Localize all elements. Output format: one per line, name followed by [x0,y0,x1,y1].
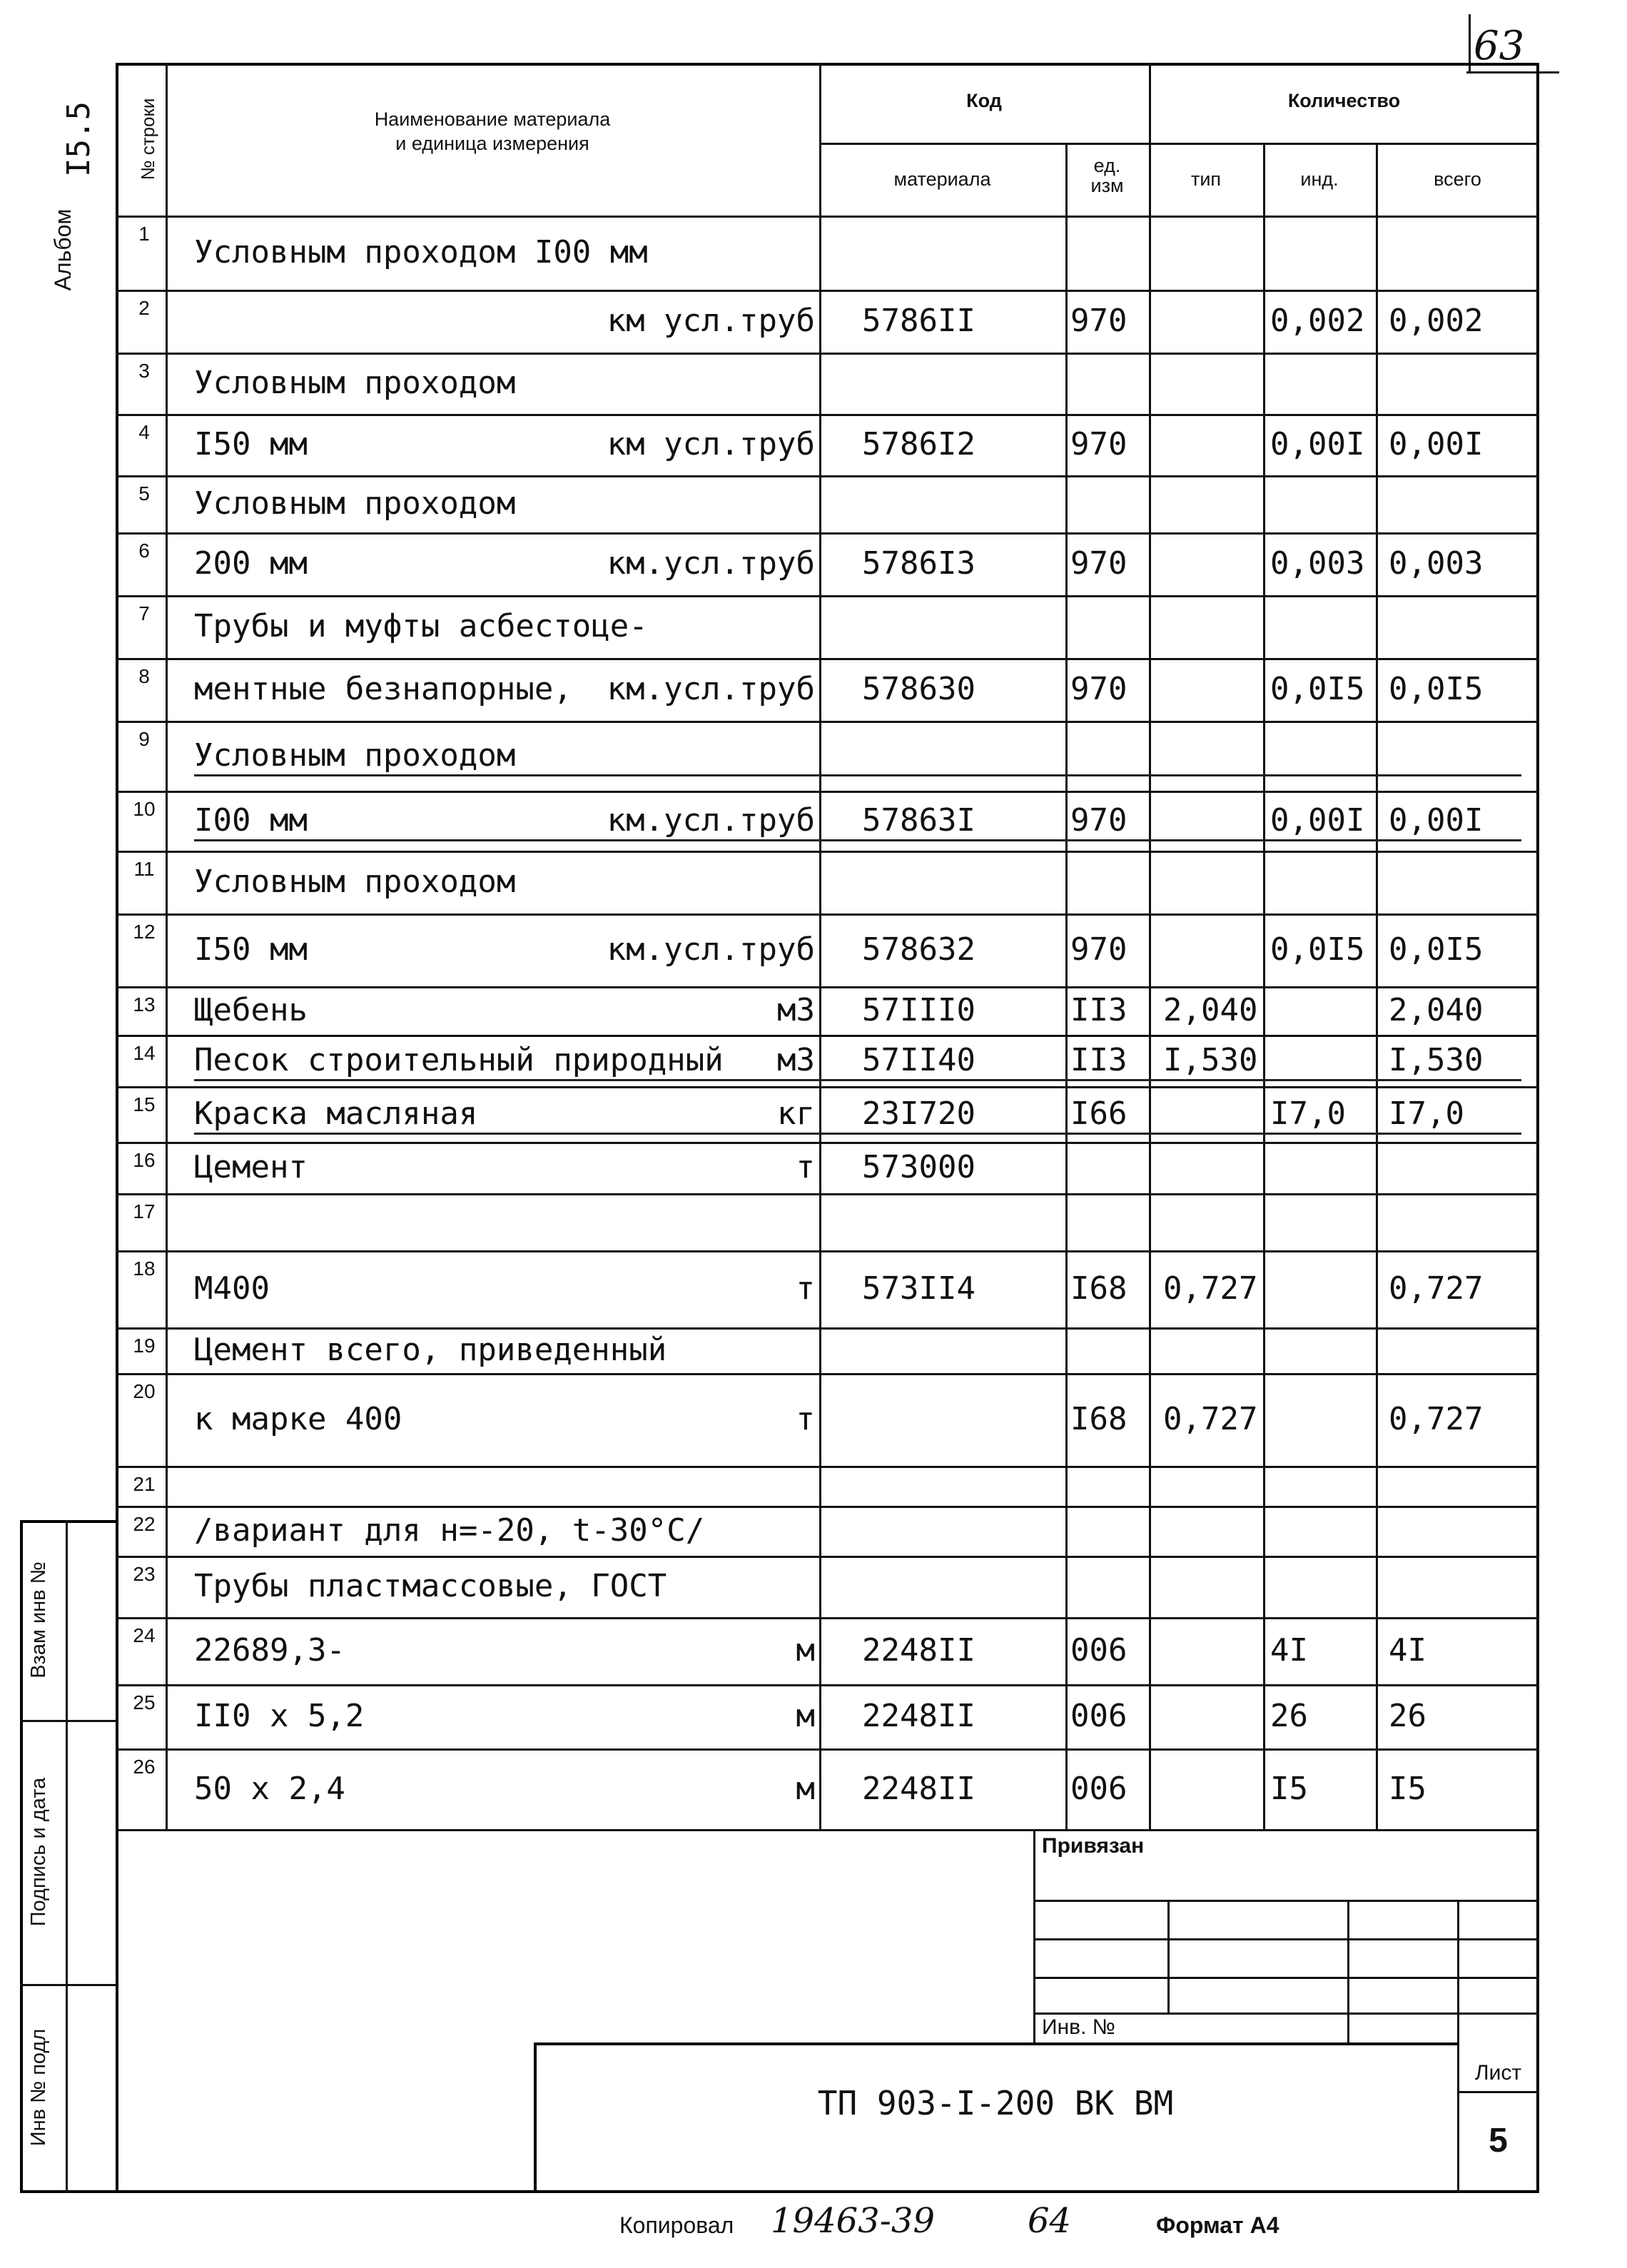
row-separator [116,658,1539,660]
row-number: 11 [133,858,155,880]
row-number: 24 [133,1624,156,1646]
row-separator [116,1086,1539,1088]
row-name-text: М400 [194,1270,270,1307]
row-separator [116,1373,1539,1375]
row-name-text: к марке 400 [194,1401,402,1437]
row-number: 18 [133,1257,156,1280]
row-qty-type: 0,727 [1163,1270,1258,1307]
row-number: 25 [133,1691,156,1713]
album-label: Альбом [50,208,76,291]
row-number: 22 [133,1513,156,1535]
tb-line-b [1033,1938,1539,1940]
row-separator [116,595,1539,597]
row-qty-total: 0,727 [1389,1401,1484,1437]
side-stamp-inv-podl: Инв № подл [27,2028,50,2147]
row-unit-code: I66 [1070,1095,1127,1132]
row-name-text: ментные безнапорные, [194,671,572,707]
row-qty-total: 0,0I5 [1389,931,1484,968]
header-code-group: Код [966,90,1002,111]
header-qty-total: всего [1434,168,1481,190]
row-separator [116,353,1539,355]
tb-sheet-label: Лист [1474,2061,1522,2085]
row-unit-text: км.усл.труб [607,802,815,839]
row-qty-type: I,530 [1163,1042,1258,1078]
row-separator [116,851,1539,853]
row-number: 13 [133,993,156,1016]
row-name-text: I50 мм [194,426,308,462]
row-unit-code: 970 [1070,931,1127,968]
row-separator [116,475,1539,477]
row-number: 20 [133,1380,156,1402]
row-unit-code: 006 [1070,1632,1127,1669]
row-unit-code: 970 [1070,545,1127,582]
row-unit-code: 970 [1070,426,1127,462]
tb-designation: ТП 903-I-200 ВК ВМ [817,2084,1174,2122]
col-line-name [819,63,821,1829]
row-qty-total: 0,002 [1389,303,1484,339]
row-name-text: Трубы и муфты асбестоце- [194,608,648,644]
row-qty-total: I5 [1389,1771,1426,1807]
row-name-text: Условным проходом I00 мм [194,234,648,270]
row-qty-type: 2,040 [1163,992,1258,1028]
row-material-code: 57III0 [862,992,975,1028]
row-unit-code: 970 [1070,802,1127,839]
row-qty-total: 26 [1389,1698,1426,1734]
row-unit-code: I68 [1070,1270,1127,1307]
tb-line-left [1033,1829,1035,2043]
row-unit-code: 970 [1070,671,1127,707]
row-separator [116,986,1539,988]
row-number: 2 [138,297,150,319]
row-unit-text: т [796,1270,815,1307]
header-name-col: Наименование материала и единица измерения [374,108,611,154]
album-number: I5.5 [61,101,97,177]
row-qty-type: 0,727 [1163,1401,1258,1437]
row-separator [116,1748,1539,1751]
page-number-mark: 63 [1474,23,1525,69]
tb-col-2 [1347,1900,1349,2042]
row-qty-ind: 0,003 [1270,545,1365,582]
row-name-text: /вариант для н=-20, t-30°С/ [194,1512,705,1549]
row-separator [116,1556,1539,1558]
row-number: 12 [133,921,156,943]
row-qty-ind: 26 [1270,1698,1308,1734]
row-separator [116,1327,1539,1330]
row-material-code: 5786I3 [862,545,975,582]
row-name-text: 200 мм [194,545,308,582]
row-unit-text: км.усл.труб [607,671,815,707]
row-unit-text: т [796,1149,815,1185]
row-separator [116,1466,1539,1468]
row-unit-text: м3 [777,992,815,1028]
row-unit-code: I68 [1070,1401,1127,1437]
row-number: 5 [138,482,150,505]
row-name-text: Щебень [194,992,308,1028]
row-qty-ind: 0,002 [1270,303,1365,339]
header-subline [819,143,1539,145]
row-name-text: Условным проходом [194,485,516,522]
row-material-code: 578630 [862,671,975,707]
row-qty-ind: 4I [1270,1632,1308,1669]
row-qty-total: 0,727 [1389,1270,1484,1307]
row-material-code: 5786II [862,303,975,339]
header-qty-group: Количество [1287,90,1401,111]
row-separator [116,1617,1539,1619]
row-unit-text: км усл.труб [607,426,815,462]
header-row-no: № строки [137,98,158,181]
row-name-text: Цемент всего, приведенный [194,1332,667,1368]
side-stamp-divider [66,1520,68,2193]
row-unit-text: т [796,1401,815,1437]
tb-col-3 [1457,1900,1459,2042]
row-number: 1 [138,223,150,245]
tb-sheet-line [1457,2091,1539,2093]
row-underline [194,1133,1521,1135]
tb-sheet-number: 5 [1489,2122,1508,2160]
row-material-code: 2248II [862,1632,975,1669]
row-qty-total: 4I [1389,1632,1426,1669]
row-unit-text: м [796,1771,815,1807]
row-name-text: Краска масляная [194,1095,478,1132]
col-line-rownum [166,63,168,1829]
footer-format-label: Формат А4 [1156,2212,1279,2238]
footer-copied-signature: 19463-39 [771,2201,935,2241]
row-name-text: Песок строительный природный [194,1042,724,1078]
row-name-text: I50 мм [194,931,308,968]
row-qty-ind: I7,0 [1270,1095,1346,1132]
row-unit-code: II3 [1070,992,1127,1028]
row-unit-text: м3 [777,1042,815,1078]
row-separator [116,1684,1539,1686]
row-qty-total: I7,0 [1389,1095,1464,1132]
row-number: 4 [138,421,150,443]
row-number: 21 [133,1473,156,1495]
row-material-code: 5786I2 [862,426,975,462]
row-unit-text: м [796,1632,815,1669]
header-bottom-line [116,216,1539,218]
row-number: 6 [138,540,150,562]
row-separator [116,1250,1539,1252]
header-qty-type: тип [1190,168,1222,190]
row-number: 14 [133,1042,156,1064]
row-qty-total: 0,00I [1389,802,1484,839]
row-material-code: 2248II [862,1698,975,1734]
row-number: 17 [133,1200,156,1222]
side-stamp-vzam: Взам инв № [27,1561,50,1679]
row-unit-text: м [796,1698,815,1734]
row-unit-code: 006 [1070,1698,1127,1734]
row-number: 16 [133,1149,156,1171]
tb-privyazan: Привязан [1042,1834,1145,1858]
side-stamp-sep2 [20,1984,116,1986]
row-qty-total: I,530 [1389,1042,1484,1078]
row-qty-ind: 0,0I5 [1270,931,1365,968]
tb-line-top [1033,1829,1539,1831]
row-name-text: Условным проходом [194,365,516,401]
row-qty-total: 0,003 [1389,545,1484,582]
row-unit-code: 006 [1070,1771,1127,1807]
row-separator [116,1142,1539,1144]
row-qty-ind: 0,0I5 [1270,671,1365,707]
row-qty-total: 0,0I5 [1389,671,1484,707]
row-separator [116,913,1539,916]
row-unit-text: км.усл.труб [607,931,815,968]
row-name-text: II0 х 5,2 [194,1698,365,1734]
row-separator [116,1506,1539,1508]
tb-line-a [1033,1900,1539,1902]
row-material-code: 573000 [862,1149,975,1185]
tb-inv-no: Инв. № [1042,2015,1115,2039]
row-name-text: Трубы пластмассовые, ГОСТ [194,1568,667,1604]
row-material-code: 2248II [862,1771,975,1807]
header-unit-code: ед. изм [1090,155,1124,196]
row-number: 23 [133,1563,156,1585]
header-material-code: материала [893,168,991,190]
row-number: 26 [133,1756,156,1778]
row-qty-ind: 0,00I [1270,426,1365,462]
row-separator [116,1035,1539,1037]
row-name-text: 22689,3- [194,1632,345,1669]
row-number: 9 [138,728,150,750]
footer-copied-label: Копировал [619,2212,734,2238]
row-number: 10 [133,798,156,820]
row-number: 19 [133,1335,156,1357]
row-material-code: 57863I [862,802,975,839]
row-unit-text: км усл.труб [607,303,815,339]
row-separator [116,791,1539,793]
tb-line-d [1033,2013,1539,2015]
row-qty-ind: I5 [1270,1771,1308,1807]
row-number: 7 [138,602,150,624]
row-material-code: 23I720 [862,1095,975,1132]
row-underline [194,1079,1521,1081]
row-separator [116,532,1539,535]
row-name-text: Цемент [194,1149,308,1185]
row-unit-code: 970 [1070,303,1127,339]
tb-line-c [1033,1977,1539,1979]
side-stamp-podpis: Подпись и дата [27,1777,50,1927]
tb-col-1 [1167,1900,1170,2013]
row-separator [116,721,1539,723]
row-number: 8 [138,665,150,687]
row-underline [194,839,1521,841]
row-unit-text: км.усл.труб [607,545,815,582]
row-number: 3 [138,360,150,382]
row-separator [116,1193,1539,1195]
side-stamp-sep1 [20,1720,116,1722]
row-name-text: Условным проходом [194,864,516,900]
row-separator [116,290,1539,292]
row-name-text: 50 х 2,4 [194,1771,345,1807]
row-separator [116,414,1539,416]
row-underline [194,774,1521,776]
row-number: 15 [133,1093,156,1115]
row-material-code: 573II4 [862,1270,975,1307]
row-unit-code: II3 [1070,1042,1127,1078]
footer-copied-number: 64 [1028,2201,1072,2241]
header-qty-ind: инд. [1300,168,1339,190]
row-qty-total: 0,00I [1389,426,1484,462]
col-line-unit [1149,63,1151,1829]
row-unit-text: кг [777,1095,815,1132]
row-material-code: 578632 [862,931,975,968]
row-name-text: I00 мм [194,802,308,839]
row-qty-ind: 0,00I [1270,802,1365,839]
row-qty-total: 2,040 [1389,992,1484,1028]
row-material-code: 57II40 [862,1042,975,1078]
row-name-text: Условным проходом [194,737,516,774]
